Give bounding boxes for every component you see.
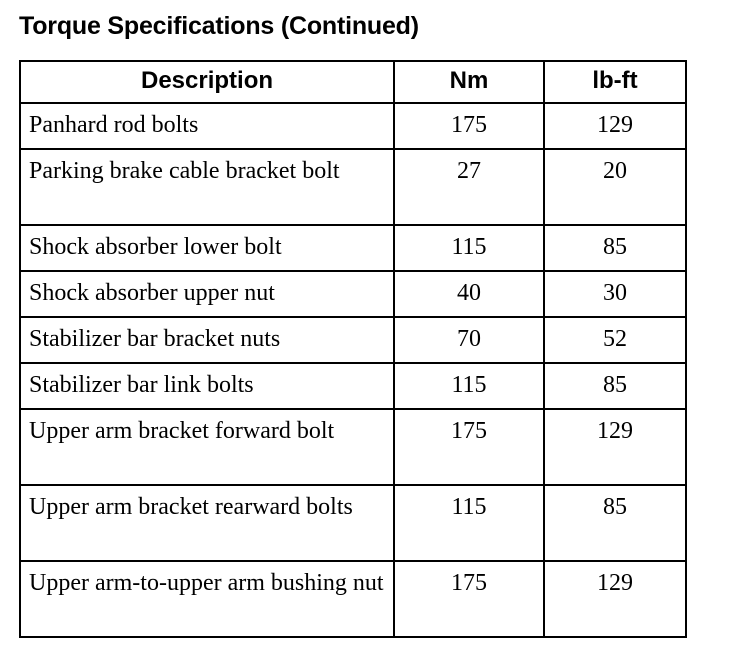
torque-spec-table	[19, 60, 687, 638]
description-cell: Parking brake cable bracket bolt	[20, 149, 394, 225]
nm-cell: 175	[394, 561, 544, 637]
table-row	[20, 225, 686, 271]
lbft-cell: 129	[544, 103, 686, 149]
description-cell: Shock absorber upper nut	[20, 271, 394, 317]
lbft-cell: 20	[544, 149, 686, 225]
nm-cell: 115	[394, 225, 544, 271]
description-cell: Stabilizer bar link bolts	[20, 363, 394, 409]
lbft-cell: 129	[544, 561, 686, 637]
page-title: Torque Specifications (Continued)	[19, 12, 419, 40]
description-cell: Panhard rod bolts	[20, 103, 394, 149]
lbft-cell: 52	[544, 317, 686, 363]
table-header-row	[20, 61, 686, 103]
description-cell: Shock absorber lower bolt	[20, 225, 394, 271]
table-row	[20, 409, 686, 485]
nm-cell: 40	[394, 271, 544, 317]
lbft-cell: 85	[544, 225, 686, 271]
column-header-nm: Nm	[394, 61, 544, 103]
description-cell: Upper arm bracket forward bolt	[20, 409, 394, 485]
nm-cell: 27	[394, 149, 544, 225]
table-row	[20, 363, 686, 409]
description-cell: Upper arm-to-upper arm bushing nut	[20, 561, 394, 637]
table-row	[20, 317, 686, 363]
column-header-lbft: lb-ft	[544, 61, 686, 103]
table-row	[20, 485, 686, 561]
nm-cell: 115	[394, 485, 544, 561]
lbft-cell: 129	[544, 409, 686, 485]
nm-cell: 115	[394, 363, 544, 409]
nm-cell: 70	[394, 317, 544, 363]
table-row	[20, 271, 686, 317]
lbft-cell: 85	[544, 485, 686, 561]
column-header-description: Description	[20, 61, 394, 103]
table-row	[20, 103, 686, 149]
nm-cell: 175	[394, 409, 544, 485]
table-row	[20, 149, 686, 225]
description-cell: Upper arm bracket rearward bolts	[20, 485, 394, 561]
lbft-cell: 30	[544, 271, 686, 317]
table-row	[20, 561, 686, 637]
nm-cell: 175	[394, 103, 544, 149]
lbft-cell: 85	[544, 363, 686, 409]
description-cell: Stabilizer bar bracket nuts	[20, 317, 394, 363]
